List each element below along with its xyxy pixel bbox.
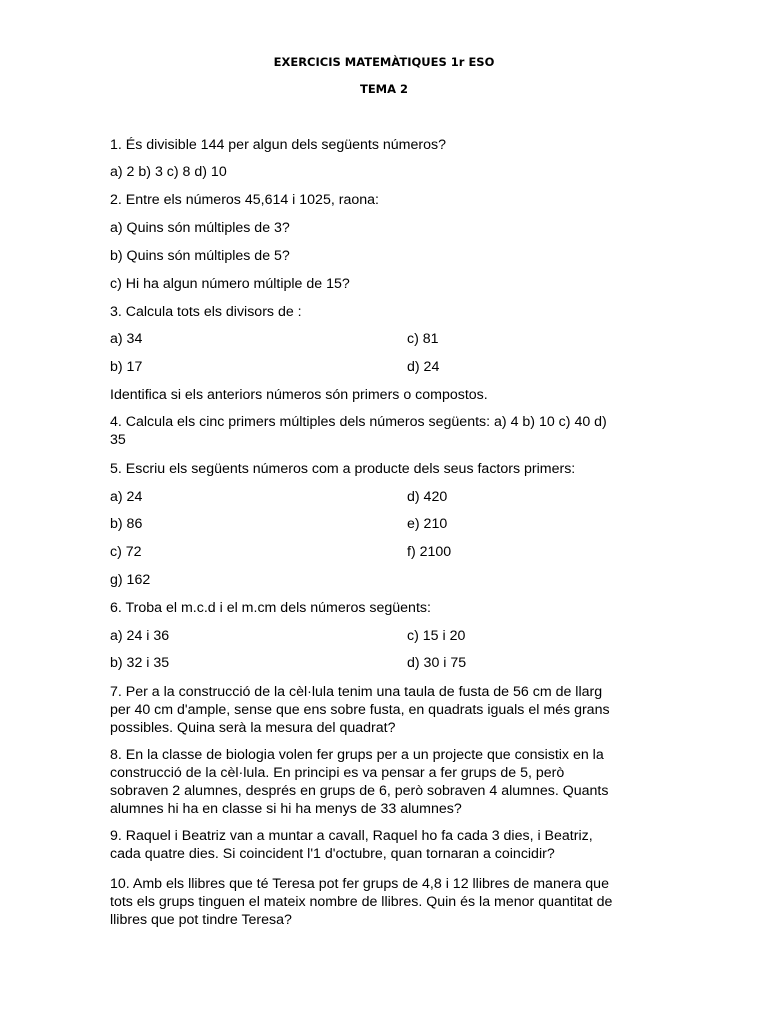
exercise-2-statement: 2. Entre els números 45,614 i 1025, raona:: [110, 192, 379, 208]
exercise-5-item-b: b) 86: [110, 516, 143, 532]
exercise-6-item-b: b) 32 i 35: [110, 655, 170, 671]
exercise-6-statement: 6. Troba el m.c.d i el m.cm dels números següents:: [110, 600, 431, 616]
exercise-1-statement: 1. És divisible 144 per algun dels següents números?: [110, 137, 446, 153]
exercise-6-item-c: c) 15 i 20: [407, 628, 466, 644]
exercise-3-item-d: d) 24: [407, 359, 440, 375]
document-title: EXERCICIS MATEMÀTIQUES 1r ESO: [273, 55, 495, 69]
exercise-5-item-a: a) 24: [110, 489, 143, 505]
document-subtitle: TEMA 2: [359, 82, 409, 96]
exercise-6-item-d: d) 30 i 75: [407, 655, 467, 671]
exercise-2-item-a: a) Quins són múltiples de 3?: [110, 220, 290, 236]
exercise-5-statement: 5. Escriu els següents números com a producte dels seus factors primers:: [110, 461, 576, 477]
exercise-3-item-c: c) 81: [407, 331, 439, 347]
exercise-5-item-f: f) 2100: [407, 544, 452, 560]
exercise-1-options: a) 2 b) 3 c) 8 d) 10: [110, 164, 227, 180]
exercise-5-item-e: e) 210: [407, 516, 448, 532]
exercise-8-statement: 8. En la classe de biologia volen fer grups per a un projecte que consistix en la construcció de la cèl·lula. En principi es va pensar a fer grups de 5, però sobraven 2 alumnes, després en grups de 6, però sobraven 4 alumnes. Quants alumnes hi ha en classe si hi ha menys de 33 alumnes?: [110, 747, 609, 817]
exercise-6-item-a: a) 24 i 36: [110, 628, 170, 644]
exercise-5-item-d: d) 420: [407, 489, 448, 505]
exercise-5-item-c: c) 72: [110, 544, 142, 560]
exercise-7-statement: 7. Per a la construcció de la cèl·lula tenim una taula de fusta de 56 cm de llarg per 40 cm d'ample, sense que ens sobre fusta, en quadrats iguals el més grans possibles. Quina serà la mesura del quadrat?: [110, 684, 610, 736]
exercise-2-item-b: b) Quins són múltiples de 5?: [110, 248, 290, 264]
exercise-3-item-a: a) 34: [110, 331, 143, 347]
exercise-10-statement: 10. Amb els llibres que té Teresa pot fer grups de 4,8 i 12 llibres de manera que tots els grups tinguen el mateix nombre de llibres. Quin és la menor quantitat de llibres que pot tindre Teresa?: [110, 876, 613, 928]
exercise-2-item-c: c) Hi ha algun número múltiple de 15?: [110, 276, 350, 292]
exercise-3-note: Identifica si els anteriors números són primers o compostos.: [110, 387, 488, 403]
exercise-5-item-g: g) 162: [110, 572, 151, 588]
exercise-4-statement: 4. Calcula els cinc primers múltiples dels números següents: a) 4 b) 10 c) 40 d) 35: [110, 414, 607, 448]
exercise-3-statement: 3. Calcula tots els divisors de :: [110, 304, 302, 320]
exercise-9-statement: 9. Raquel i Beatriz van a muntar a cavall, Raquel ho fa cada 3 dies, i Beatriz, cada quatre dies. Si coincident l'1 d'octubre, quan tornaran a coincidir?: [110, 828, 593, 862]
exercise-3-item-b: b) 17: [110, 359, 143, 375]
